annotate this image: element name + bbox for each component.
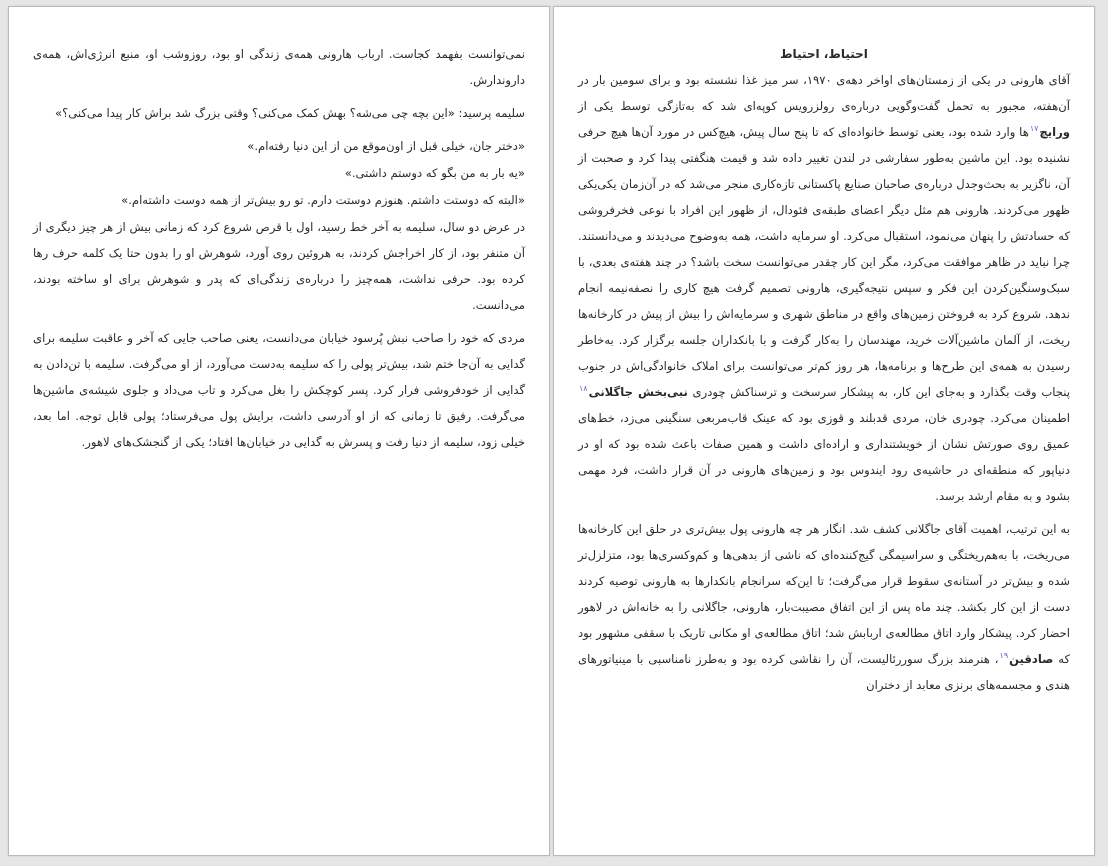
footnote-marker[interactable]: ۱۸ [579,384,588,394]
highlighted-name: صادقین [1009,652,1054,666]
dialogue-line: «یه بار به من بگو که دوستم داشتی.» [344,166,525,180]
right-page [553,6,1095,856]
dialogue-line: «البته که دوستت داشتم. هنوزم دوستت دارم. تو رو بیش‌تر از همه دوست داشته‌ام.» [121,193,525,207]
left-page-text [33,41,525,462]
paragraph [578,516,1070,698]
paragraph: سلیمه پرسید: «این بچه چی می‌شه؟ بهش کمک می‌کنی؟ وقتی بزرگ شد براش کار پیدا می‌کنی؟» [55,106,525,120]
paragraph [578,67,1070,509]
text-run: ها وارد شده بود، یعنی توسط خانواده‌ای که تا پنج سال پیش، هیچ‌کس در مورد آن‌ها هیچ حرفی نشنیده بود. این ماشین به‌طور سفارشی در لندن تغییر داده شد و قیمت هنگفتی پیدا کرد و صحبت از آن، ناگزیر به بحث‌وجدل درباره‌ی صاحبان صنایع پاکستانی تازه‌کاری منجر می‌شد که در آن‌زمان یکی‌یکی ظهور می‌کردند. هارونی هم مثل دیگر اعضای طبقه‌ی فئودال، از ظهور این افراد با نوعی فخرفروشی که حسادتش را پنهان می‌نمود، استقبال می‌کرد. او سرمایه داشت، همه به‌وضوح می‌دیدند و می‌دانستند. چرا نباید در ظاهر موافقت می‌کرد، مگر این کار چقدر می‌توانست سخت باشد؟ در چند هفته‌ی بعدی، با سبک‌وسنگین‌کردن این فکر و سپس نتیجه‌گیری، هارونی تصمیم گرفت هیچ کاری را نصفه‌نیمه انجام ندهد. شروع کرد به فروختن زمین‌های واقع در مناطق شهری و سرمایه‌اش را بیش از پیش در کارخانه‌ها ریخت، از آلمان ماشین‌آلات خرید، مهندسان را به‌کار گرفت و با بانکداران جلسه برگزار کرد. به‌خاطر رسیدن به همه‌ی این طرح‌ها و برنامه‌ها، هر روز کم‌تر می‌توانست برای املاک خانوادگی‌اش در جنوب پنجاب وقت بگذارد و به‌جای این کار، به پیشکار سرسخت و ترسناکش چودری [578,125,1070,399]
chapter-title: احتیاط، احتیاط [780,47,868,61]
paragraph: نمی‌توانست بفهمد کجاست. ارباب هارونی همه‌ی زندگی او بود، روزوشب او، منبع انرژی‌اش، همه‌ی داروندارش. [33,47,525,87]
text-run: ، هنرمند بزرگ سوررئالیست، آن را نقاشی کرده بود و به‌طرز نامناسبی با مینیاتورهای هندی و مجسمه‌های برنزی معابد از دختران [578,652,1070,692]
footnote-marker[interactable]: ۱۹ [999,651,1009,661]
paragraph: در عرض دو سال، سلیمه به آخر خط رسید، اول با قرص شروع کرد که زمانی بیش از هر چیز دیگری از آن متنفر بود، از کار اخراجش کردند، به هروئین روی آورد، شوهرش او را بدون حتا یک کلمه حرف رها کرده بود. حرفی نداشت، همه‌چیز را درباره‌ی زندگی‌ای که پدر و شوهرش برای او ساخته بودند، می‌دانست. [33,220,525,312]
highlighted-name: ورایچ [1039,125,1070,139]
text-run: اطمینان می‌کرد. چودری خان، مردی قدبلند و قوزی بود که عینک قاب‌مربعی سنگینی می‌زد، خط‌های عمیق روی صورتش نشان از خویشتنداری و اراده‌ای داشت و همین صفات باعث شده بود که او در دنیاپور که منطقه‌ای در حاشیه‌ی رود ایندوس بود و زمین‌های هارونی در آن قرار داشت، فرد مهمی بشود و به مقام ارشد برسد. [578,411,1070,503]
text-run: به این ترتیب، اهمیت آقای جاگلانی کشف شد. انگار هر چه هارونی پول بیش‌تری در حلق این کارخانه‌ها می‌ریخت، با به‌هم‌ریختگی و سراسیمگی گیج‌کننده‌ای که ناشی از بدهی‌ها و کم‌وکسری‌ها بود، متزلزل‌تر شده و بیش‌تر در آستانه‌ی سقوط قرار می‌گرفت؛ تا این‌که سرانجام بانکدارها به هارونی توصیه کردند دست از این کار بکشد. چند ماه پس از این اتفاق مصیبت‌بار، هارونی، جاگلانی را به خانه‌اش در لاهور احضار کرد. پیشکار وارد اتاق مطالعه‌ی اربابش شد؛ اتاق مطالعه‌ی او مکانی تاریک با سقفی مشهور بود که [578,522,1071,666]
paragraph: مردی که خود را صاحب نبش پُرسود خیابان می‌دانست، یعنی صاحب جایی که آخر و عاقبت سلیمه برای گدایی به آن‌جا ختم شد، بیش‌تر پولی را که سلیمه به‌دست می‌آورد، از او می‌گرفت. سلیمه با تن‌دادن به گدایی از خودفروشی فرار کرد. پسر کوچکش را بغل می‌کرد و تاب می‌داد و جلوی شیشه‌ی ماشین‌ها می‌گرفت. رفیق تا زمانی که از او آدرسی داشت، برایش پول می‌فرستاد؛ پولی قابل توجه. اما بعد، خیلی زود، سلیمه از دنیا رفت و پسرش به گدایی در خیابان‌ها افتاد؛ یکی از گنجشک‌های لاهور. [33,331,525,449]
footnote-marker[interactable]: ۱۷ [1029,124,1039,134]
text-run: آقای هارونی در یکی از زمستان‌های اواخر دهه‌ی ۱۹۷۰، سر میز غذا نشسته بود و برای سومین بار در آن‌هفته، مجبور به تحمل گفت‌وگویی درباره‌ی رولزرویس کوپه‌ای شد که به‌تازگی توسط یکی از [578,73,1071,113]
left-page [8,6,550,856]
highlighted-name: نبی‌بخش جاگلانی [588,385,688,399]
dialogue-line: «دختر جان، خیلی قبل از اون‌موقع من از این دنیا رفته‌ام.» [247,139,525,153]
right-page-text [578,41,1070,705]
